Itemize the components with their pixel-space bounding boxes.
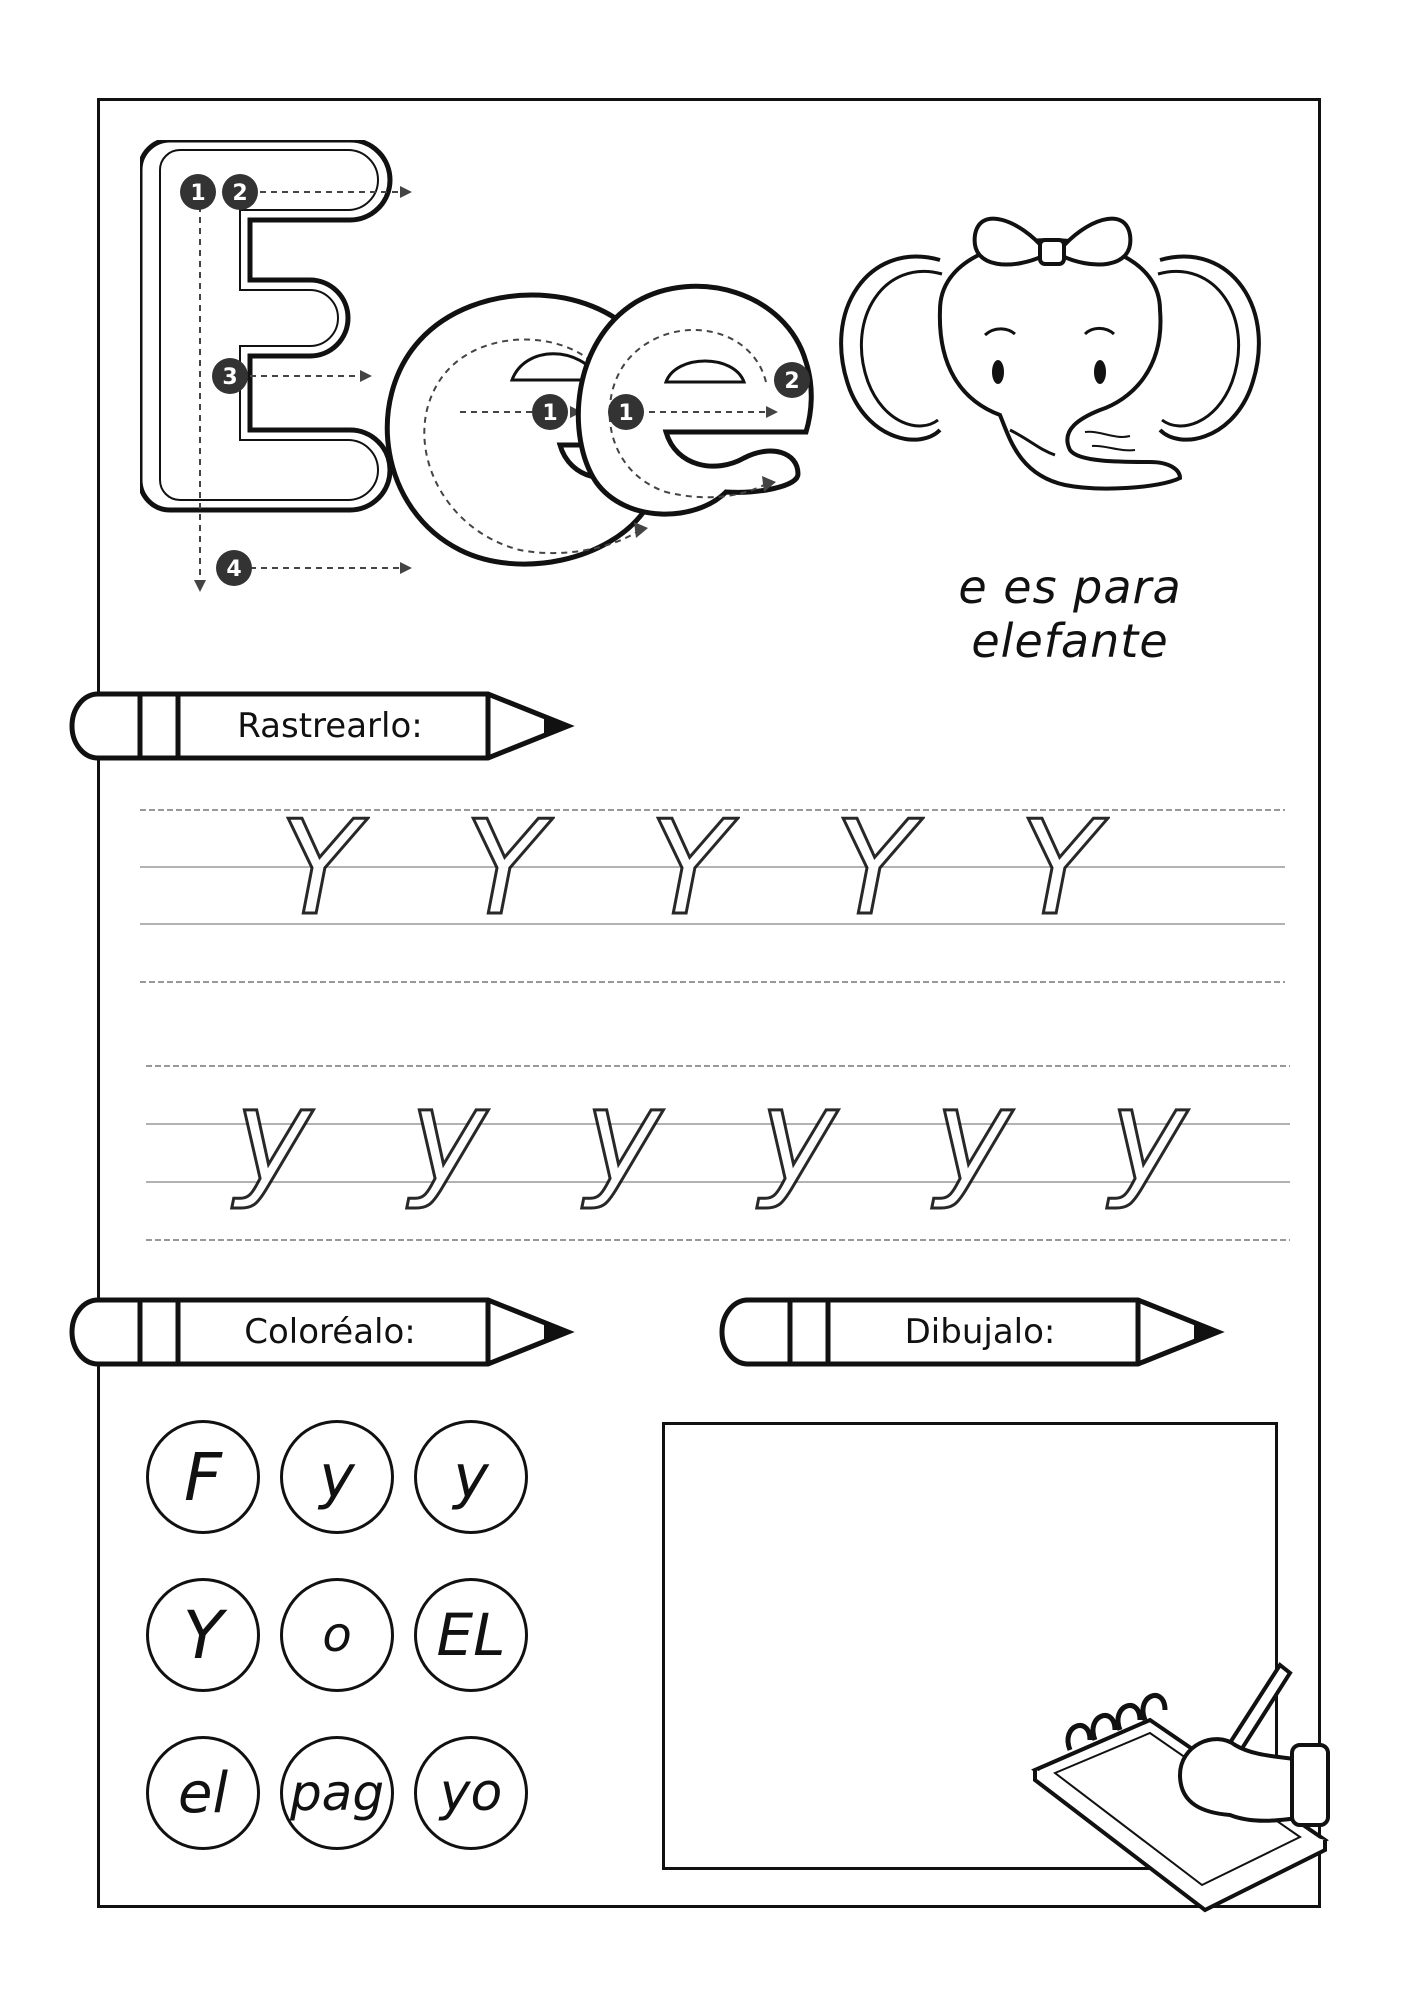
color-circle-6[interactable]: EL <box>414 1578 528 1692</box>
trace-lower-3[interactable]: y <box>585 1060 662 1212</box>
svg-text:1: 1 <box>542 401 558 426</box>
svg-text:3: 3 <box>222 365 238 390</box>
trace-section-label: Rastrearlo: <box>237 706 423 746</box>
color-circle-3[interactable]: y <box>414 1420 528 1534</box>
trace-upper-2[interactable]: Y <box>465 792 545 944</box>
color-circle-4[interactable]: Y <box>146 1578 260 1692</box>
trace-letters <box>140 790 1290 1260</box>
svg-text:1: 1 <box>618 401 634 426</box>
color-circle-2[interactable]: y <box>280 1420 394 1534</box>
color-section-label: Coloréalo: <box>244 1312 416 1352</box>
svg-text:2: 2 <box>784 369 800 394</box>
uppercase-e-outline <box>140 140 390 510</box>
trace-lower-6[interactable]: y <box>1110 1060 1187 1212</box>
svg-text:1: 1 <box>190 181 206 206</box>
draw-section-label: Dibujalo: <box>904 1312 1056 1352</box>
color-circle-5[interactable]: o <box>280 1578 394 1692</box>
svg-text:2: 2 <box>232 181 248 206</box>
trace-upper-4[interactable]: Y <box>835 792 915 944</box>
color-circle-7[interactable]: el <box>146 1736 260 1850</box>
trace-lower-2[interactable]: y <box>410 1060 487 1212</box>
elephant-icon <box>830 200 1270 500</box>
hand-writing-notebook-icon <box>1030 1655 1330 1915</box>
color-circle-8[interactable]: pag <box>280 1736 394 1850</box>
trace-upper-5[interactable]: Y <box>1020 792 1100 944</box>
trace-upper-3[interactable]: Y <box>650 792 730 944</box>
letter-caption: e es para elefante <box>958 560 1182 668</box>
color-circle-9[interactable]: yo <box>414 1736 528 1850</box>
trace-upper-1[interactable]: Y <box>280 792 360 944</box>
trace-lower-1[interactable]: y <box>235 1060 312 1212</box>
svg-text:4: 4 <box>226 557 242 582</box>
color-circle-1[interactable]: F <box>146 1420 260 1534</box>
trace-lower-5[interactable]: y <box>935 1060 1012 1212</box>
lowercase-e-shape <box>566 262 866 582</box>
trace-lower-4[interactable]: y <box>760 1060 837 1212</box>
